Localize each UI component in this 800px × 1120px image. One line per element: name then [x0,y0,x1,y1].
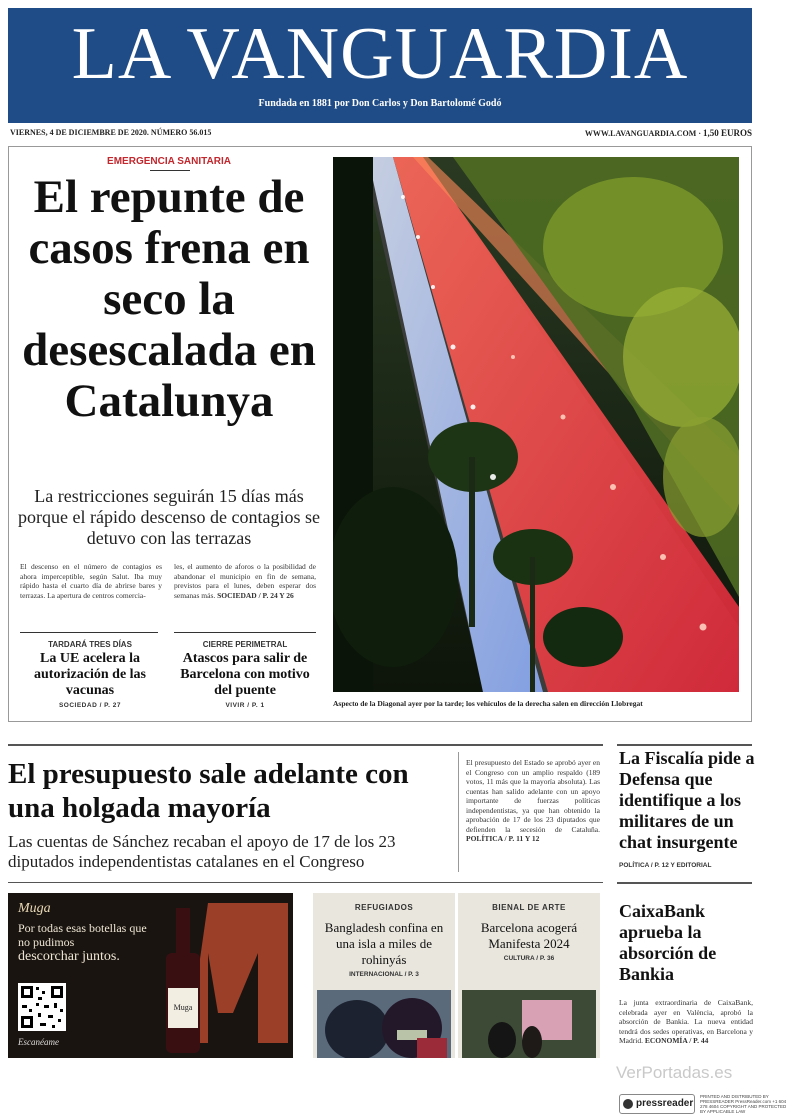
lead-body-col1: El descenso en el número de contagios es ahora imperceptible, según Salut. Iba muy rápido hasta el cuarto día de abrirse bares y terrazas. La apertura de centros comercia- [20,562,162,600]
brief-rule-1 [20,632,158,633]
brief-ref: VIVIR / P. 1 [225,702,265,709]
mini-ref: INTERNACIONAL / P. 3 [349,971,419,978]
pressreader-badge[interactable] [619,1094,695,1114]
brief-tag: TARDARÁ TRES DÍAS [48,640,132,649]
brief-vaccines[interactable] [20,640,160,709]
photo-caption: Aspecto de la Diagonal ayer por la tarde; los vehículos de la derecha salen en dirección Llobregat [333,699,643,708]
section-rule [8,744,603,746]
lead-kicker: EMERGENCIA SANITARIA [107,156,231,167]
brief-ref: SOCIEDAD / P. 27 [58,702,122,709]
ad-tagline-2: descorchar juntos. [18,949,120,964]
lower-rule [8,882,603,883]
brief-title: La UE acelera la autorización de las vacunas [34,651,146,698]
section-rule-right [617,744,752,746]
separator: · [698,129,703,138]
qr-code-icon[interactable] [18,983,66,1031]
budget-ref[interactable]: POLÍTICA / P. 11 Y 12 [466,834,540,843]
ad-brand: Muga [18,901,51,916]
price: 1,50 EUROS [702,128,752,138]
caixabank-ref[interactable]: ECONOMÍA / P. 44 [644,1036,709,1045]
brief-tag: CIERRE PERIMETRAL [202,640,288,649]
lead-body-col2-text: les, el aumento de aforos o la posibilidad de abandonar el municipio en fin de semana, previstos para el lunes, deben esperar dos semanas más. [174,562,316,600]
lower-rule-right [617,882,752,884]
caixabank-body-text: La junta extraordinaria de CaixaBank, celebrada ayer en València, aprobó la absorción de Bankia. La nueva entidad tendrá dos sedes operativas, en Barcelona y Madrid. [619,998,753,1045]
ad-tagline [18,921,148,964]
lead-subhead: La restricciones seguirán 15 días más porque el rápido descenso de contagios se detuvo con las terrazas [18,486,320,548]
mini-refugees[interactable] [313,893,455,1058]
wine-bottle-image [138,893,293,1058]
diagonal-traffic-image [333,157,739,692]
dateline [10,128,752,142]
pressreader-fineprint: PRINTED AND DISTRIBUTED BY PRESSREADER PressReader.com +1 604 278 4604 COPYRIGHT AND PROTECTED BY APPLICABLE LAW [700,1094,787,1114]
masthead [8,8,752,123]
budget-subhead: Las cuentas de Sánchez recaban el apoyo de 17 de los 23 diputados independentistas catalanes en el Congreso [8,832,396,871]
mini-title: Barcelona acogerá Manifesta 2024 [480,920,578,951]
watermark: VerPortadas.es [616,1063,733,1082]
caixabank-body [619,998,753,1046]
website-link[interactable]: WWW.LAVANGUARDIA.COM [584,129,697,138]
brief-traffic[interactable] [174,640,316,709]
fiscalia-headline[interactable]: La Fiscalía pide a Defensa que identifique a los militares de un chat insurgente [619,748,755,852]
mini-ref: CULTURA / P. 36 [503,955,555,962]
caixabank-headline[interactable]: CaixaBank aprueba la absorción de Bankia [619,901,717,984]
newspaper-logo: LA VANGUARDIA [71,13,689,95]
lead-headline[interactable]: El repunte de casos frena en seco la desescalada en Catalunya [22,171,316,427]
lead-body-ref[interactable]: SOCIEDAD / P. 24 Y 26 [217,590,294,600]
manifesta-photo [462,990,596,1058]
brief-title: Atascos para salir de Barcelona con motivo del puente [180,651,310,698]
issue-date: VIERNES, 4 DE DICIEMBRE DE 2020. NÚMERO 56.015 [10,128,212,137]
budget-body [466,758,600,844]
dateline-right [585,128,752,138]
mini-manifesta[interactable] [458,893,600,1058]
mini-title: Bangladesh confina en una isla a miles de rohinyás [324,920,444,967]
founded-line: Fundada en 1881 por Don Carlos y Don Bartolomé Godó [258,98,502,109]
brief-rule-2 [174,632,316,633]
ad-signature: Escanéame [18,1037,59,1047]
budget-body-text: El presupuesto del Estado se aprobó ayer en el Congreso con un amplio respaldo (189 votos, 11 más que la mayoría absoluta). Las cuentas han salido adelante con un apoyo importante de fuerzas políticas independentistas, ya que han obtenido la aprobación de 17 de los 23 diputados que defienden la secesión de Cataluña. [466,758,600,834]
budget-headline[interactable]: El presupuesto sale adelante con una holgada mayoría [8,758,409,824]
fiscalia-ref[interactable]: POLÍTICA / P. 12 Y EDITORIAL [619,862,712,869]
pressreader-icon [623,1099,633,1109]
lead-body-col2 [174,562,316,600]
svg-text:Muga: Muga [173,1003,193,1012]
muga-ad[interactable] [8,893,293,1058]
mini-tag: BIENAL DE ARTE [492,903,566,912]
lead-photo[interactable] [333,157,739,692]
ad-tagline-1: Por todas esas botellas que no pudimos [18,921,147,949]
refugees-photo [317,990,451,1058]
column-divider [458,752,459,872]
pressreader-label: pressreader [636,1098,694,1109]
mini-tag: REFUGIADOS [354,903,414,912]
